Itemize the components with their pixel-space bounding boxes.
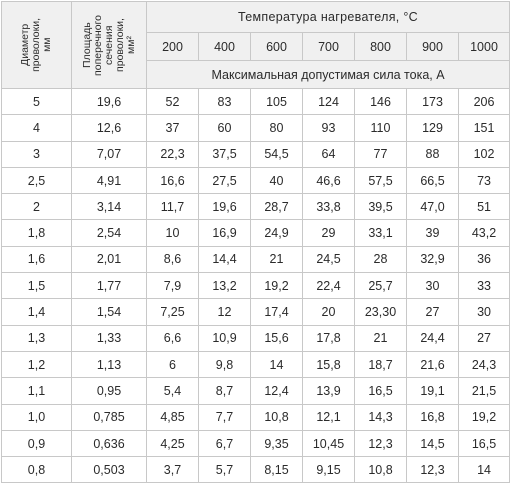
area-cell: 12,6: [72, 115, 147, 141]
current-cell: 33,8: [303, 194, 355, 220]
table-row: [2, 273, 510, 299]
diameter-cell: 1,5: [2, 273, 72, 299]
current-cell: 16,9: [199, 220, 251, 246]
table-row: [2, 404, 510, 430]
current-cell: 47,0: [407, 194, 459, 220]
current-cell: 40: [251, 167, 303, 193]
current-cell: 21,5: [459, 378, 510, 404]
temperature-cell: 200: [147, 33, 199, 61]
area-cell: 1,33: [72, 325, 147, 351]
table-row: [2, 89, 510, 115]
diameter-cell: 2: [2, 194, 72, 220]
diameter-cell: 3: [2, 141, 72, 167]
table-row: [2, 299, 510, 325]
current-cell: 93: [303, 115, 355, 141]
current-cell: 14,3: [355, 404, 407, 430]
current-cell: 8,6: [147, 246, 199, 272]
area-header-label: Площадь поперечного сечения проволоки, мм²: [80, 14, 137, 76]
current-cell: 7,9: [147, 273, 199, 299]
table-row: [2, 115, 510, 141]
area-header: [72, 2, 147, 89]
current-cell: 73: [459, 167, 510, 193]
current-cell: 27,5: [199, 167, 251, 193]
diameter-cell: 1,6: [2, 246, 72, 272]
current-cell: 7,7: [199, 404, 251, 430]
area-cell: 1,77: [72, 273, 147, 299]
nichrome-current-table: [1, 1, 510, 483]
current-cell: 21: [355, 325, 407, 351]
current-cell: 14,4: [199, 246, 251, 272]
current-cell: 43,2: [459, 220, 510, 246]
current-cell: 105: [251, 89, 303, 115]
current-cell: 16,5: [355, 378, 407, 404]
diameter-cell: 5: [2, 89, 72, 115]
diameter-cell: 0,8: [2, 457, 72, 483]
current-cell: 22,4: [303, 273, 355, 299]
table-row: [2, 457, 510, 483]
current-cell: 173: [407, 89, 459, 115]
current-cell: 146: [355, 89, 407, 115]
area-cell: 0,785: [72, 404, 147, 430]
area-cell: 0,503: [72, 457, 147, 483]
current-cell: 37: [147, 115, 199, 141]
temperature-cell: 700: [303, 33, 355, 61]
current-cell: 32,9: [407, 246, 459, 272]
current-cell: 24,5: [303, 246, 355, 272]
current-cell: 28: [355, 246, 407, 272]
table-row: [2, 246, 510, 272]
current-cell: 8,7: [199, 378, 251, 404]
current-cell: 19,6: [199, 194, 251, 220]
current-cell: 5,4: [147, 378, 199, 404]
table-row: [2, 378, 510, 404]
current-cell: 37,5: [199, 141, 251, 167]
current-cell: 23,30: [355, 299, 407, 325]
table-row: [2, 351, 510, 377]
table-row: [2, 141, 510, 167]
current-cell: 17,8: [303, 325, 355, 351]
area-cell: 1,13: [72, 351, 147, 377]
current-cell: 206: [459, 89, 510, 115]
current-cell: 33,1: [355, 220, 407, 246]
current-cell: 16,8: [407, 404, 459, 430]
diameter-cell: 1,4: [2, 299, 72, 325]
current-cell: 12,3: [407, 457, 459, 483]
current-cell: 9,15: [303, 457, 355, 483]
current-cell: 15,6: [251, 325, 303, 351]
current-cell: 13,9: [303, 378, 355, 404]
current-cell: 4,25: [147, 430, 199, 456]
current-cell: 6,6: [147, 325, 199, 351]
table-row: [2, 220, 510, 246]
current-cell: 151: [459, 115, 510, 141]
nichrome-current-table-container: [0, 1, 511, 477]
current-cell: 24,9: [251, 220, 303, 246]
area-cell: 1,54: [72, 299, 147, 325]
current-cell: 24,4: [407, 325, 459, 351]
current-cell: 36: [459, 246, 510, 272]
current-cell: 21,6: [407, 351, 459, 377]
current-cell: 3,7: [147, 457, 199, 483]
current-cell: 9,8: [199, 351, 251, 377]
current-cell: 80: [251, 115, 303, 141]
current-cell: 12: [199, 299, 251, 325]
current-cell: 6: [147, 351, 199, 377]
table-row: [2, 167, 510, 193]
current-cell: 24,3: [459, 351, 510, 377]
area-cell: 7,07: [72, 141, 147, 167]
table-row: [2, 430, 510, 456]
current-cell: 51: [459, 194, 510, 220]
current-cell: 16,6: [147, 167, 199, 193]
current-cell: 6,7: [199, 430, 251, 456]
table-row: [2, 194, 510, 220]
current-cell: 14: [251, 351, 303, 377]
current-cell: 60: [199, 115, 251, 141]
area-cell: 2,01: [72, 246, 147, 272]
current-cell: 10,45: [303, 430, 355, 456]
diameter-header: [2, 2, 72, 89]
current-cell: 64: [303, 141, 355, 167]
current-cell: 22,3: [147, 141, 199, 167]
diameter-cell: 1,2: [2, 351, 72, 377]
current-cell: 29: [303, 220, 355, 246]
current-cell: 10: [147, 220, 199, 246]
current-cell: 30: [407, 273, 459, 299]
current-cell: 27: [407, 299, 459, 325]
current-cell: 124: [303, 89, 355, 115]
current-cell: 33: [459, 273, 510, 299]
current-cell: 66,5: [407, 167, 459, 193]
current-cell: 83: [199, 89, 251, 115]
current-cell: 27: [459, 325, 510, 351]
diameter-cell: 1,1: [2, 378, 72, 404]
diameter-cell: 1,0: [2, 404, 72, 430]
current-cell: 30: [459, 299, 510, 325]
diameter-header-label: Диаметр проволоки, мм: [19, 18, 53, 72]
current-cell: 12,3: [355, 430, 407, 456]
current-cell: 5,7: [199, 457, 251, 483]
current-cell: 54,5: [251, 141, 303, 167]
diameter-cell: 4: [2, 115, 72, 141]
current-cell: 19,2: [251, 273, 303, 299]
diameter-cell: 1,3: [2, 325, 72, 351]
current-cell: 12,4: [251, 378, 303, 404]
current-cell: 57,5: [355, 167, 407, 193]
current-cell: 9,35: [251, 430, 303, 456]
current-cell: 11,7: [147, 194, 199, 220]
current-cell: 46,6: [303, 167, 355, 193]
temperature-title: Температура нагревателя, °С: [147, 2, 510, 33]
current-cell: 39: [407, 220, 459, 246]
current-cell: 21: [251, 246, 303, 272]
temperature-cell: 800: [355, 33, 407, 61]
table-body: [2, 89, 510, 483]
temperature-cell: 900: [407, 33, 459, 61]
current-cell: 4,85: [147, 404, 199, 430]
temperature-cell: 400: [199, 33, 251, 61]
area-cell: 0,636: [72, 430, 147, 456]
diameter-cell: 1,8: [2, 220, 72, 246]
current-cell: 16,5: [459, 430, 510, 456]
table-row: [2, 325, 510, 351]
current-title: Максимальная допустимая сила тока, А: [147, 61, 510, 89]
current-cell: 8,15: [251, 457, 303, 483]
temperature-cell: 1000: [459, 33, 510, 61]
current-cell: 14: [459, 457, 510, 483]
current-cell: 88: [407, 141, 459, 167]
current-cell: 7,25: [147, 299, 199, 325]
diameter-cell: 2,5: [2, 167, 72, 193]
current-cell: 19,2: [459, 404, 510, 430]
current-cell: 110: [355, 115, 407, 141]
current-cell: 20: [303, 299, 355, 325]
current-cell: 52: [147, 89, 199, 115]
current-cell: 14,5: [407, 430, 459, 456]
area-cell: 2,54: [72, 220, 147, 246]
current-cell: 39,5: [355, 194, 407, 220]
current-cell: 12,1: [303, 404, 355, 430]
area-cell: 4,91: [72, 167, 147, 193]
current-cell: 77: [355, 141, 407, 167]
current-cell: 18,7: [355, 351, 407, 377]
area-cell: 19,6: [72, 89, 147, 115]
current-cell: 25,7: [355, 273, 407, 299]
current-cell: 102: [459, 141, 510, 167]
area-cell: 0,95: [72, 378, 147, 404]
area-cell: 3,14: [72, 194, 147, 220]
current-cell: 10,8: [355, 457, 407, 483]
current-cell: 15,8: [303, 351, 355, 377]
current-cell: 129: [407, 115, 459, 141]
diameter-cell: 0,9: [2, 430, 72, 456]
temperature-cell: 600: [251, 33, 303, 61]
current-cell: 13,2: [199, 273, 251, 299]
current-cell: 17,4: [251, 299, 303, 325]
current-cell: 28,7: [251, 194, 303, 220]
current-cell: 19,1: [407, 378, 459, 404]
current-cell: 10,8: [251, 404, 303, 430]
current-cell: 10,9: [199, 325, 251, 351]
